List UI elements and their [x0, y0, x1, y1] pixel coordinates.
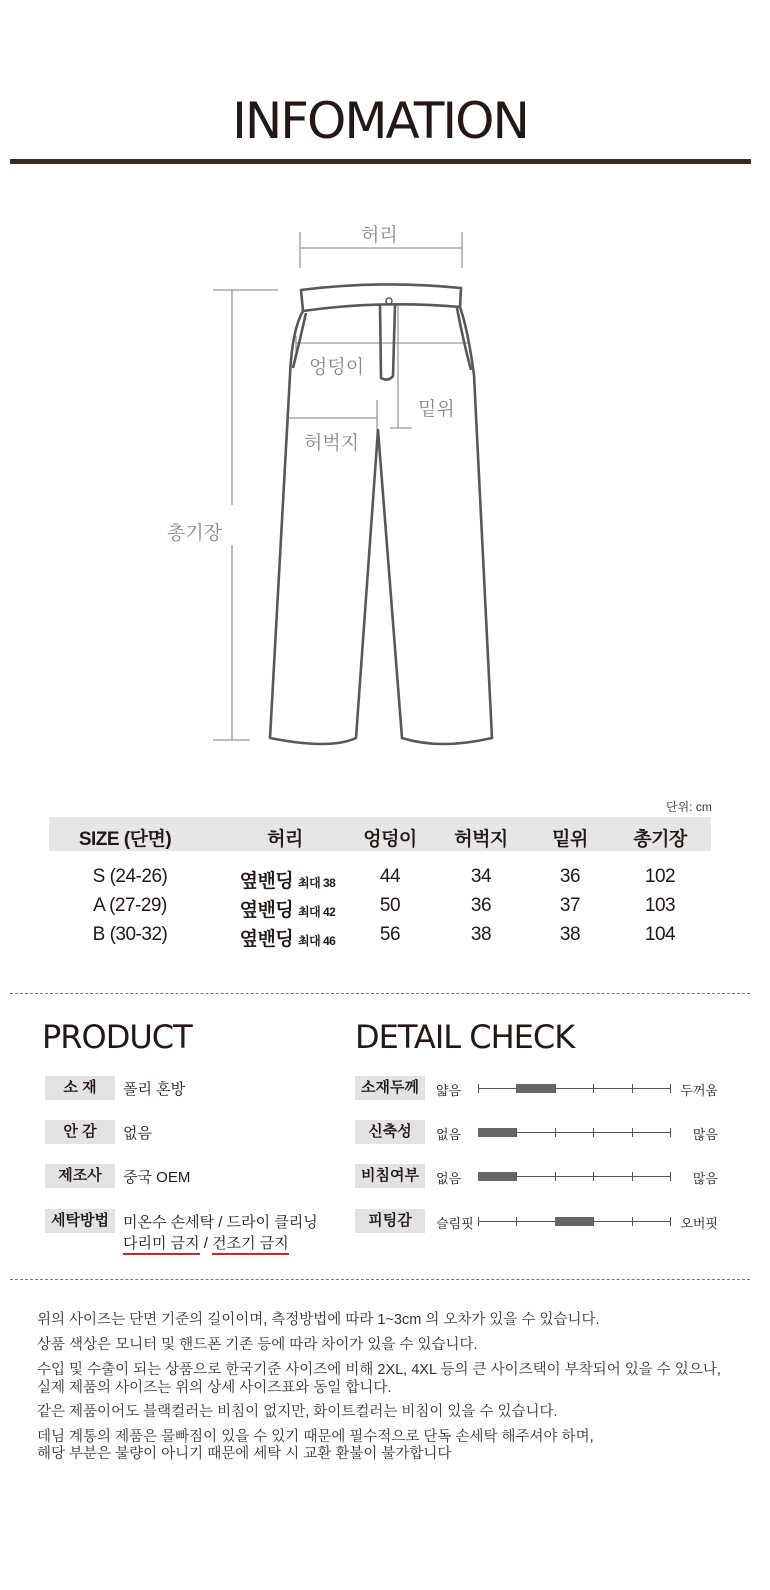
scale-tick: [632, 1217, 633, 1226]
col-thigh: 허벅지: [454, 829, 508, 850]
hip-label: 엉덩이: [309, 356, 365, 378]
detail-label: 신축성: [355, 1120, 425, 1144]
scale-left-label: 얇음: [436, 1083, 462, 1098]
scale-right-label: 많음: [692, 1171, 718, 1186]
scale-tick: [555, 1128, 556, 1137]
product-value-washing: 미온수 손세탁 / 드라이 클리닝: [123, 1214, 318, 1231]
note-line: 해당 부분은 불량이 아니기 때문에 세탁 시 교환 환불이 불가합니다: [37, 1446, 452, 1462]
col-waist: 허리: [267, 829, 303, 850]
waist-cell: 옆밴딩 최대 38: [239, 871, 336, 892]
scale-right-label: 오버핏: [680, 1216, 718, 1231]
washing-warnings: 다리미 금지 / 건조기 금지: [123, 1232, 289, 1253]
product-label-maker: 제조사: [45, 1164, 115, 1188]
scale-tick: [593, 1172, 594, 1181]
thigh-label: 허벅지: [304, 432, 360, 454]
scale-tick: [670, 1084, 671, 1093]
scale-tick: [555, 1084, 556, 1093]
scale-right-label: 두꺼움: [680, 1083, 718, 1098]
product-title: PRODUCT: [42, 1018, 192, 1056]
scale-tick: [478, 1084, 479, 1093]
length-cell: 102: [644, 866, 676, 887]
scale-tick: [516, 1217, 517, 1226]
product-label-material: 소 재: [45, 1076, 115, 1100]
note-line: 수입 및 수출이 되는 상품으로 한국기준 사이즈에 비해 2XL, 4XL 등의 큰 사이즈택이 부착되어 있을 수 있으나,: [37, 1362, 721, 1378]
thigh-cell: 34: [470, 866, 492, 887]
hip-cell: 56: [379, 924, 401, 945]
waist-cell: 옆밴딩 최대 42: [239, 900, 336, 921]
thigh-cell: 36: [470, 895, 492, 916]
scale-tick: [632, 1128, 633, 1137]
col-hip: 엉덩이: [363, 829, 417, 850]
product-value-material: 폴리 혼방: [123, 1081, 186, 1098]
scale-line: [478, 1088, 670, 1089]
scale-tick: [670, 1217, 671, 1226]
rise-label: 밑위: [418, 398, 455, 420]
rise-cell: 37: [559, 895, 581, 916]
col-length: 총기장: [633, 829, 687, 850]
scale-level-bar: [478, 1172, 516, 1181]
scale-tick: [670, 1172, 671, 1181]
hip-cell: 44: [379, 866, 401, 887]
size-cell: S (24-26): [92, 866, 168, 887]
size-cell: A (27-29): [93, 895, 167, 916]
col-rise: 밑위: [552, 829, 588, 850]
title-divider: [10, 159, 751, 164]
scale-tick: [632, 1084, 633, 1093]
note-line: 같은 제품이어도 블랙컬러는 비침이 없지만, 화이트컬러는 비침이 있을 수 있습니다.: [37, 1404, 558, 1420]
product-value-maker: 중국 OEM: [123, 1169, 191, 1186]
scale-level-bar: [516, 1084, 554, 1093]
note-line: 상품 색상은 모니터 및 핸드폰 기존 등에 따라 차이가 있을 수 있습니다.: [37, 1337, 478, 1353]
scale-level-bar: [478, 1128, 516, 1137]
product-label-washing: 세탁방법: [45, 1209, 115, 1233]
hip-cell: 50: [379, 895, 401, 916]
scale-tick: [593, 1084, 594, 1093]
length-label: 총기장: [167, 522, 223, 544]
scale-left-label: 없음: [436, 1127, 462, 1142]
section-divider: [10, 993, 750, 994]
scale-tick: [593, 1128, 594, 1137]
note-line: 위의 사이즈는 단면 기준의 길이이며, 측정방법에 따라 1~3cm 의 오차가 있을 수 있습니다.: [37, 1312, 600, 1328]
scale-left-label: 없음: [436, 1171, 462, 1186]
pants-diagram: [0, 190, 770, 760]
size-cell: B (30-32): [92, 924, 168, 945]
note-line: 실제 제품의 사이즈는 위의 상세 사이즈표와 동일 합니다.: [37, 1380, 392, 1396]
length-cell: 104: [644, 924, 676, 945]
product-label-lining: 안 감: [45, 1120, 115, 1144]
detail-label: 소재두께: [355, 1076, 425, 1100]
scale-right-label: 많음: [692, 1127, 718, 1142]
detail-label: 비침여부: [355, 1164, 425, 1188]
scale-tick: [632, 1172, 633, 1181]
detail-label: 피팅감: [355, 1209, 425, 1233]
page-title: INFOMATION: [232, 92, 528, 150]
section-divider: [10, 1279, 750, 1280]
waist-cell: 옆밴딩 최대 46: [239, 929, 336, 950]
thigh-cell: 38: [470, 924, 492, 945]
scale-tick: [478, 1217, 479, 1226]
warning-no-dryer: 건조기 금지: [212, 1235, 289, 1255]
length-cell: 103: [644, 895, 676, 916]
rise-cell: 36: [559, 866, 581, 887]
scale-tick: [670, 1128, 671, 1137]
product-value-lining: 없음: [123, 1125, 152, 1142]
waist-label: 허리: [361, 224, 398, 246]
rise-cell: 38: [559, 924, 581, 945]
scale-level-bar: [555, 1217, 593, 1226]
scale-left-label: 슬림핏: [436, 1216, 474, 1231]
unit-label: 단위: cm: [666, 800, 712, 814]
detail-title: DETAIL CHECK: [355, 1018, 575, 1056]
scale-tick: [555, 1172, 556, 1181]
warning-no-iron: 다리미 금지: [123, 1235, 200, 1255]
note-line: 데님 계통의 제품은 물빠짐이 있을 수 있기 때문에 필수적으로 단독 손세탁 해주셔야 하며,: [37, 1429, 594, 1445]
col-size: SIZE (단면): [78, 829, 172, 850]
